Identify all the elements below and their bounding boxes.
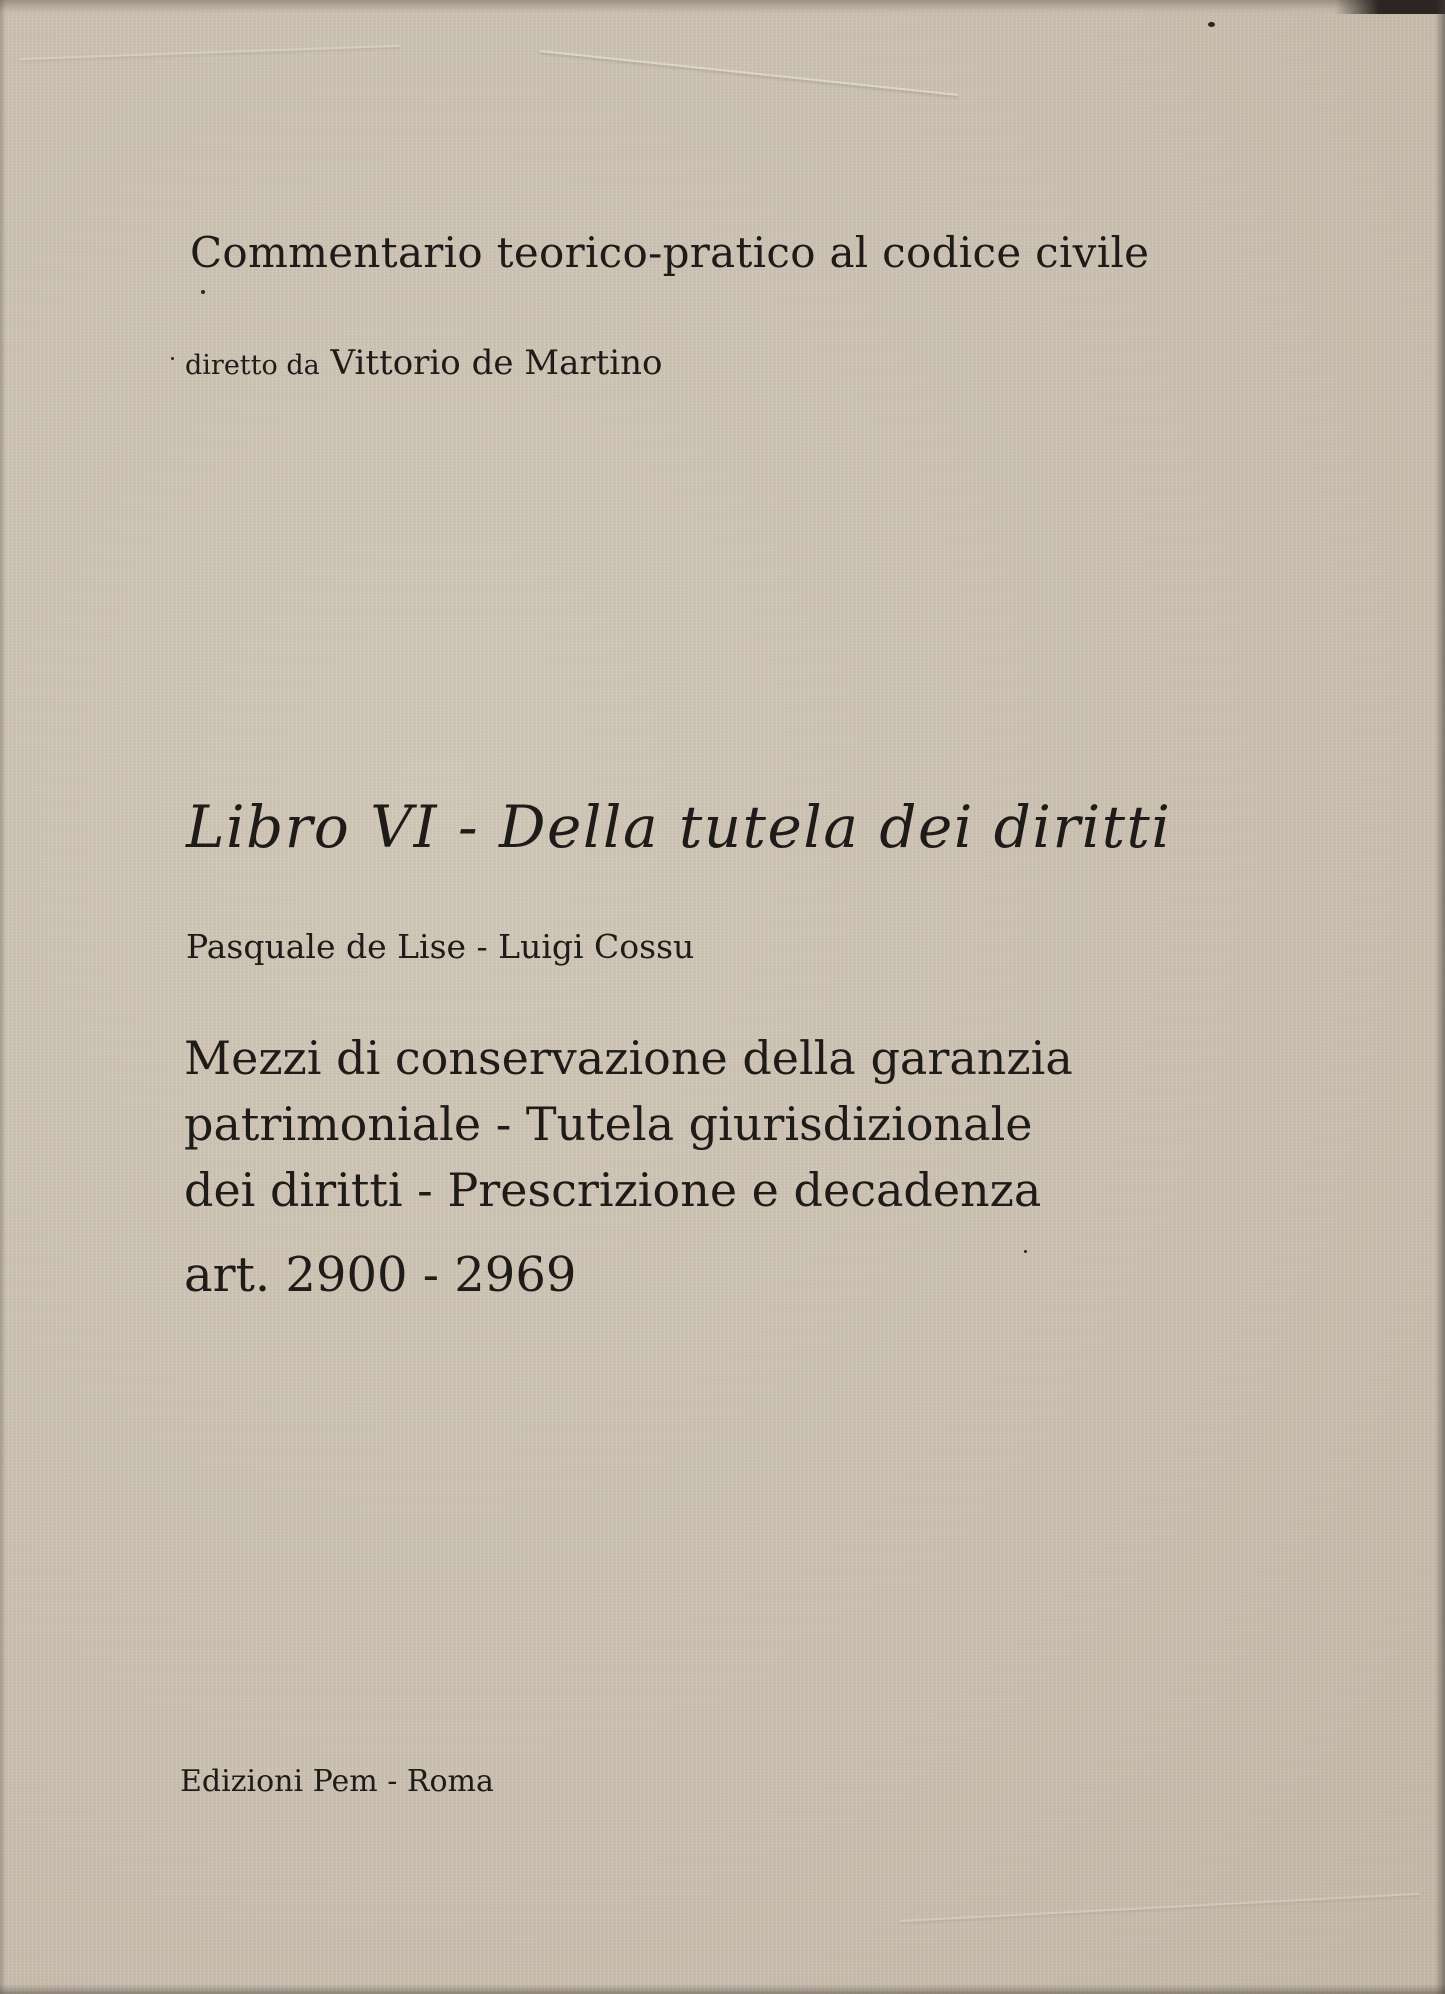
cover-top-edge	[0, 0, 1445, 14]
article-range: art. 2900 - 2969	[184, 1247, 577, 1303]
cover-bottom-edge	[0, 1984, 1445, 1994]
paper-crease	[20, 45, 400, 60]
subject-line: patrimoniale - Tutela giurisdizionale	[184, 1097, 1033, 1151]
ink-speck	[171, 357, 174, 360]
subject-heading	[184, 1025, 1084, 1223]
ink-speck	[201, 290, 205, 294]
paper-crease	[540, 50, 958, 96]
book-title: Libro VI - Della tutela dei diritti	[186, 793, 1172, 861]
cover-top-corner-shadow	[1335, 0, 1445, 14]
publisher: Edizioni Pem - Roma	[180, 1764, 494, 1799]
ink-speck	[1024, 1250, 1027, 1253]
series-editor	[185, 343, 663, 383]
ink-speck	[1208, 22, 1215, 27]
authors: Pasquale de Lise - Luigi Cossu	[186, 927, 695, 966]
series-title: Commentario teorico-pratico al codice civile	[190, 228, 1150, 277]
cover-right-edge	[1435, 0, 1445, 1994]
cover-left-edge	[0, 0, 6, 1994]
series-editor-prefix: diretto da	[185, 350, 320, 381]
subject-line: dei diritti - Prescrizione e decadenza	[184, 1163, 1042, 1217]
subject-line: Mezzi di conservazione della garanzia	[184, 1031, 1073, 1085]
paper-crease	[900, 1893, 1419, 1922]
series-editor-name: Vittorio de Martino	[330, 343, 663, 383]
